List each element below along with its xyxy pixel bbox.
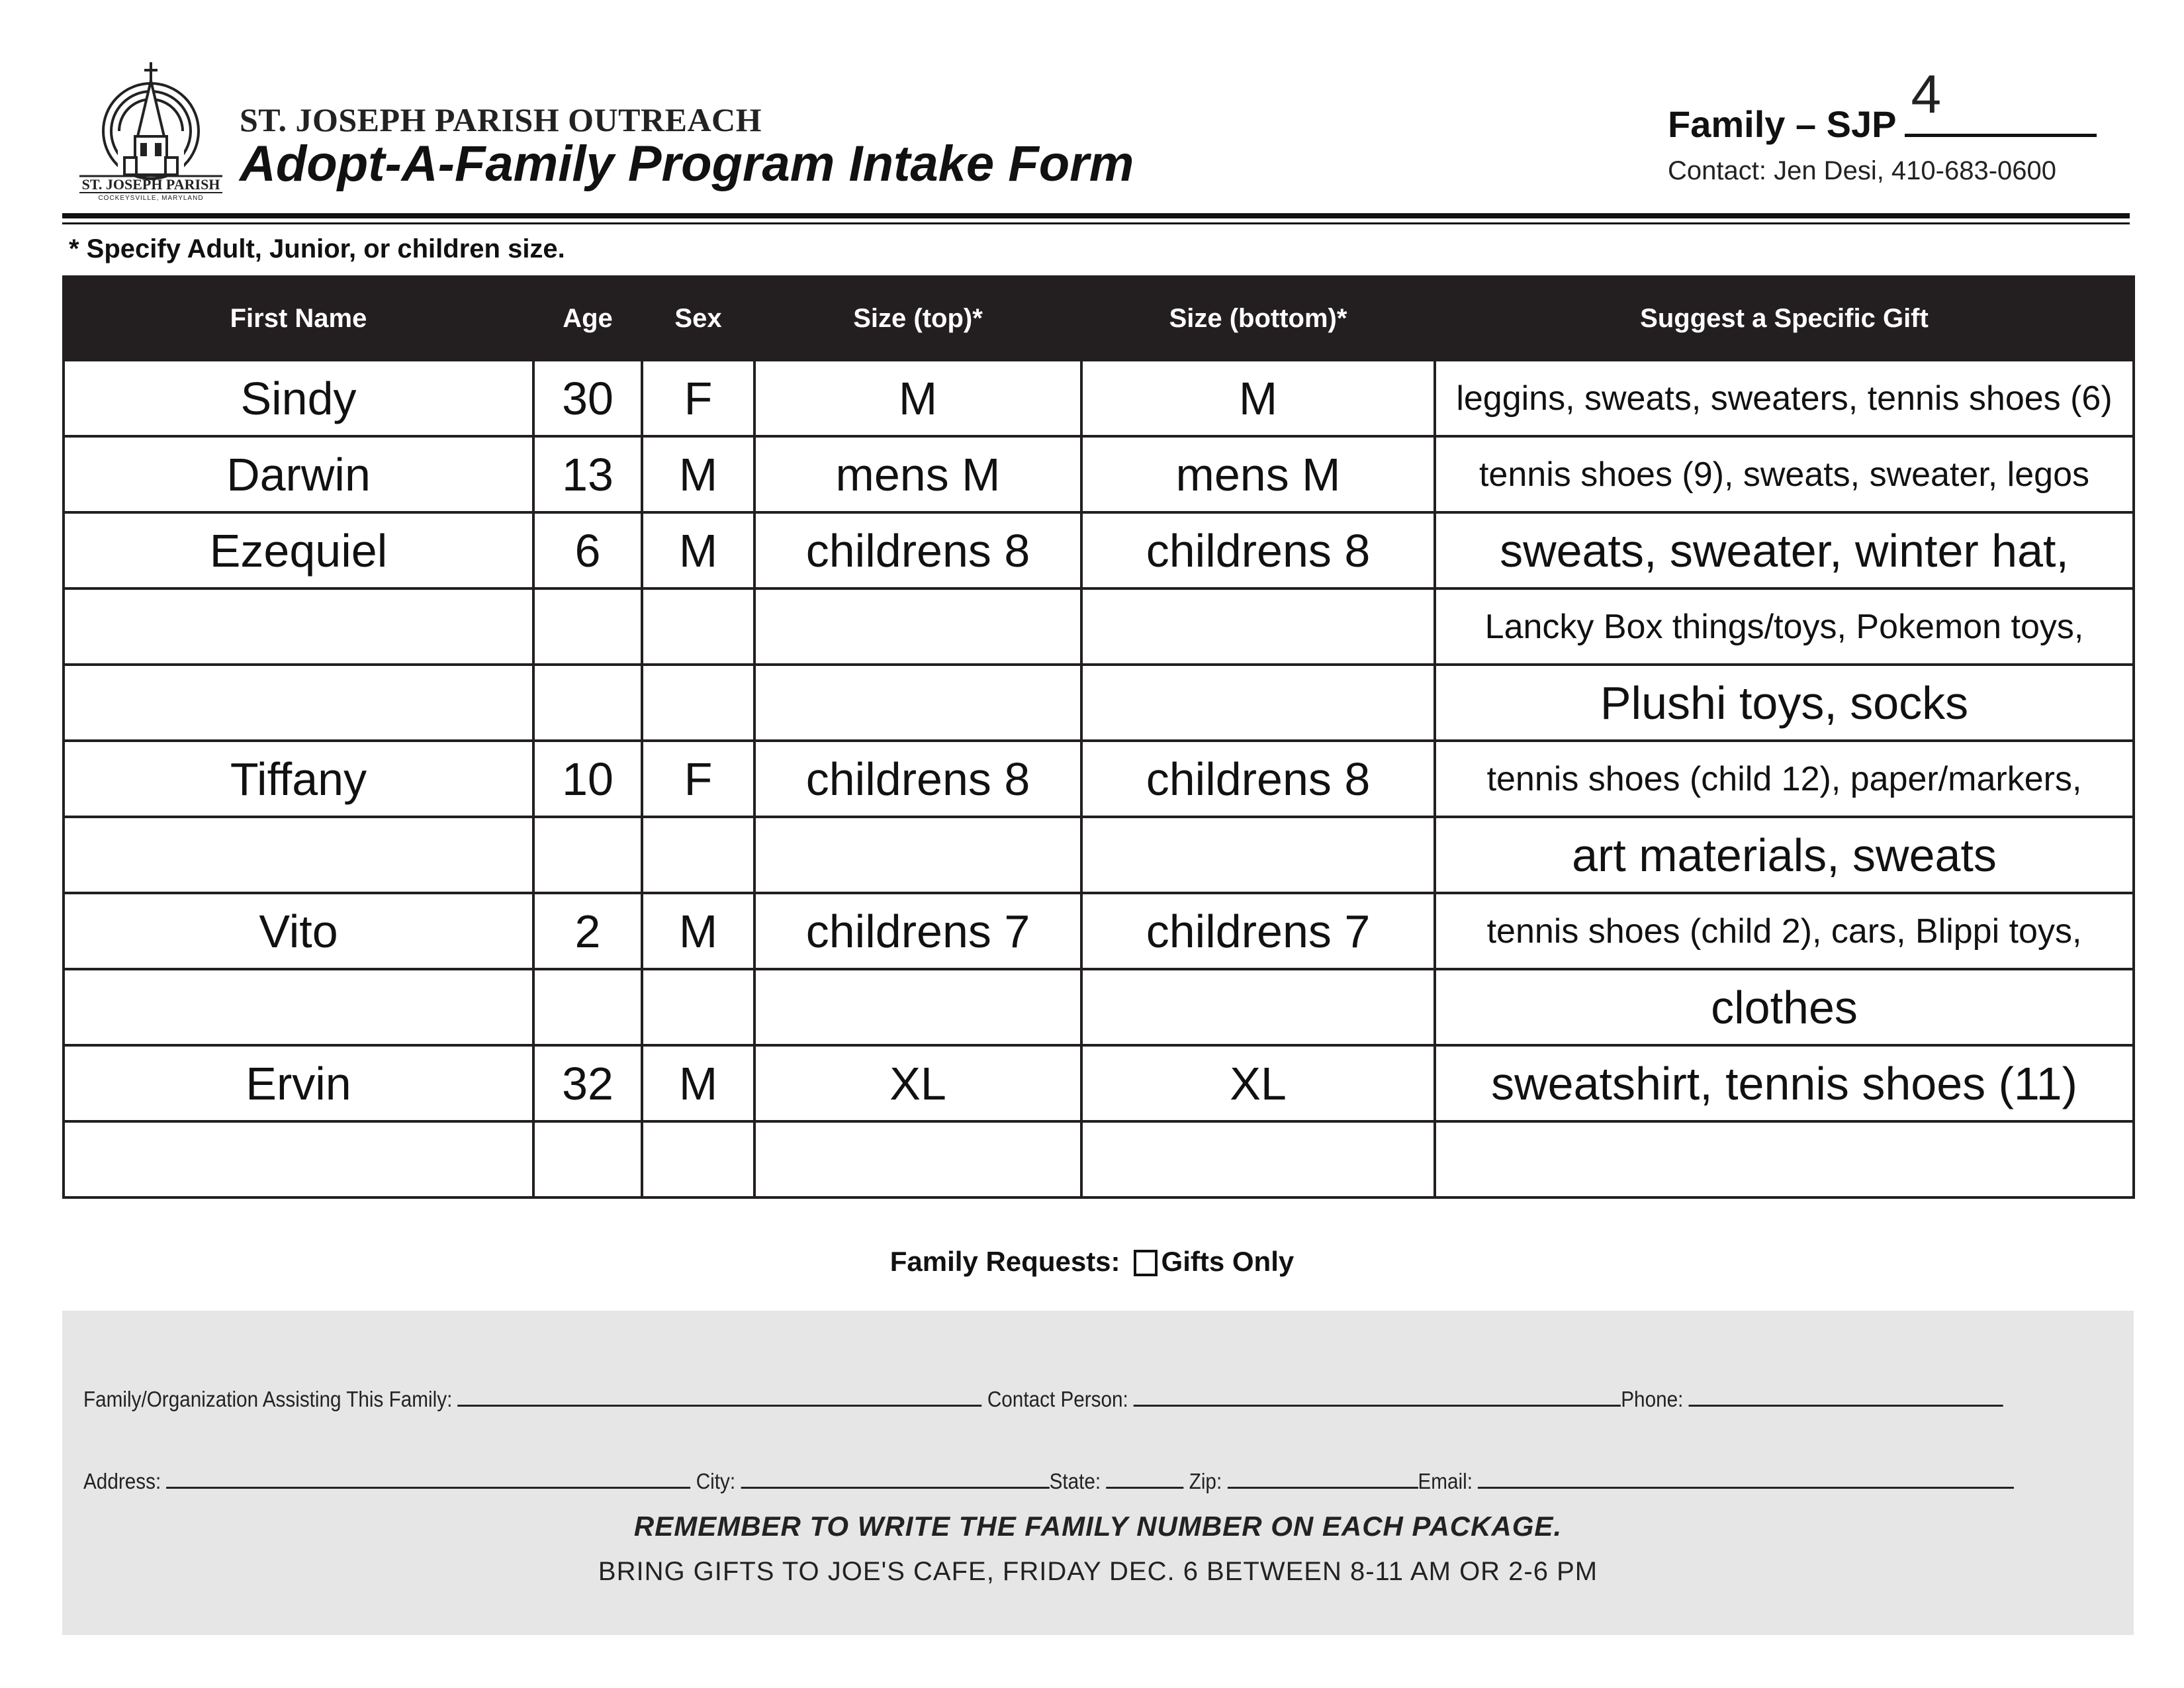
sex-cell[interactable]: M <box>642 512 754 588</box>
phone-label: Phone: <box>1621 1387 1684 1411</box>
age-cell[interactable]: 2 <box>533 893 642 969</box>
age-cell[interactable] <box>533 817 642 893</box>
column-header-size-top: Size (top)* <box>754 277 1081 360</box>
size-top-cell[interactable] <box>754 588 1081 665</box>
age-cell[interactable]: 13 <box>533 436 642 512</box>
column-header-age: Age <box>533 277 642 360</box>
size-note: * Specify Adult, Junior, or children size. <box>69 234 565 263</box>
first-name-cell[interactable]: Ezequiel <box>64 512 533 588</box>
parish-logo <box>78 58 224 201</box>
table-row <box>64 360 2134 436</box>
sex-cell[interactable] <box>642 588 754 665</box>
sex-cell[interactable] <box>642 1121 754 1197</box>
gift-cell[interactable]: Lancky Box things/toys, Pokemon toys, <box>1435 588 2134 665</box>
first-name-cell[interactable] <box>64 969 533 1045</box>
church-steeple-icon <box>78 58 224 201</box>
column-header-sex: Sex <box>642 277 754 360</box>
sex-cell[interactable]: M <box>642 436 754 512</box>
table-row <box>64 665 2134 741</box>
size-bottom-cell[interactable]: mens M <box>1081 436 1435 512</box>
size-top-cell[interactable]: mens M <box>754 436 1081 512</box>
size-bottom-cell[interactable]: childrens 7 <box>1081 893 1435 969</box>
size-top-cell[interactable]: XL <box>754 1045 1081 1121</box>
family-number-blank[interactable] <box>1905 64 2097 137</box>
first-name-cell[interactable]: Ervin <box>64 1045 533 1121</box>
first-name-cell[interactable] <box>64 588 533 665</box>
gift-cell[interactable]: sweatshirt, tennis shoes (11) <box>1435 1045 2134 1121</box>
city-label: City: <box>696 1469 736 1493</box>
first-name-cell[interactable]: Darwin <box>64 436 533 512</box>
gift-cell[interactable]: tennis shoes (child 2), cars, Blippi toys, <box>1435 893 2134 969</box>
family-number-reminder: REMEMBER TO WRITE THE FAMILY NUMBER ON EACH PACKAGE. <box>633 1511 1563 1542</box>
age-cell[interactable] <box>533 1121 642 1197</box>
age-cell[interactable] <box>533 969 642 1045</box>
gift-dropoff-info: BRING GIFTS TO JOE'S CAFE, FRIDAY DEC. 6 BETWEEN 8-11 AM OR 2-6 PM <box>598 1557 1598 1586</box>
table-row <box>64 741 2134 817</box>
header-divider-thin <box>62 222 2130 224</box>
size-top-cell[interactable] <box>754 665 1081 741</box>
logo-subtext: COCKEYSVILLE, MARYLAND <box>98 195 204 201</box>
table-header-row <box>64 277 2134 360</box>
address-field[interactable] <box>166 1467 690 1489</box>
column-header-gift: Suggest a Specific Gift <box>1435 277 2134 360</box>
table-row <box>64 436 2134 512</box>
state-label: State: <box>1049 1469 1101 1493</box>
table-row <box>64 512 2134 588</box>
size-top-cell[interactable] <box>754 817 1081 893</box>
form-title: Adopt-A-Family Program Intake Form <box>240 136 1134 192</box>
size-top-cell[interactable] <box>754 969 1081 1045</box>
age-cell[interactable]: 32 <box>533 1045 642 1121</box>
first-name-cell[interactable] <box>64 1121 533 1197</box>
assisting-row-2 <box>83 1467 2014 1494</box>
age-cell[interactable]: 30 <box>533 360 642 436</box>
age-cell[interactable]: 10 <box>533 741 642 817</box>
size-bottom-cell[interactable]: childrens 8 <box>1081 741 1435 817</box>
size-top-cell[interactable]: childrens 8 <box>754 512 1081 588</box>
size-bottom-cell[interactable]: childrens 8 <box>1081 512 1435 588</box>
size-bottom-cell[interactable] <box>1081 588 1435 665</box>
first-name-cell[interactable]: Sindy <box>64 360 533 436</box>
family-number-field[interactable] <box>1668 64 2097 146</box>
size-top-cell[interactable]: childrens 8 <box>754 741 1081 817</box>
gift-cell[interactable]: clothes <box>1435 969 2134 1045</box>
family-label: Family – SJP <box>1668 103 1897 145</box>
age-cell[interactable] <box>533 588 642 665</box>
size-bottom-cell[interactable] <box>1081 817 1435 893</box>
table-row <box>64 1121 2134 1197</box>
table-row <box>64 1045 2134 1121</box>
city-field[interactable] <box>741 1467 1049 1489</box>
logo-text: ST. JOSEPH PARISH <box>81 176 220 193</box>
sex-cell[interactable]: M <box>642 893 754 969</box>
gift-cell[interactable] <box>1435 1121 2134 1197</box>
zip-field[interactable] <box>1227 1467 1418 1489</box>
sex-cell[interactable]: F <box>642 360 754 436</box>
size-bottom-cell[interactable] <box>1081 969 1435 1045</box>
organization-name: ST. JOSEPH PARISH OUTREACH <box>240 101 762 138</box>
table-row <box>64 588 2134 665</box>
age-cell[interactable]: 6 <box>533 512 642 588</box>
size-bottom-cell[interactable] <box>1081 665 1435 741</box>
gift-cell[interactable]: Plushi toys, socks <box>1435 665 2134 741</box>
gift-cell[interactable]: tennis shoes (9), sweats, sweater, legos <box>1435 436 2134 512</box>
assisting-row-1 <box>83 1385 2003 1412</box>
zip-label: Zip: <box>1189 1469 1222 1493</box>
gift-cell[interactable]: tennis shoes (child 12), paper/markers, <box>1435 741 2134 817</box>
gifts-only-checkbox[interactable] <box>1134 1250 1158 1276</box>
table-body <box>64 360 2134 1197</box>
first-name-cell[interactable] <box>64 817 533 893</box>
column-header-size-bottom: Size (bottom)* <box>1081 277 1435 360</box>
header-divider <box>62 213 2130 218</box>
first-name-cell[interactable]: Vito <box>64 893 533 969</box>
first-name-cell[interactable]: Tiffany <box>64 741 533 817</box>
sex-cell[interactable]: M <box>642 1045 754 1121</box>
family-requests <box>0 1246 2184 1278</box>
intake-table <box>62 275 2135 1199</box>
email-label: Email: <box>1418 1469 1473 1493</box>
family-requests-label: Family Requests: <box>889 1246 1120 1277</box>
size-bottom-cell[interactable]: M <box>1081 360 1435 436</box>
size-top-cell[interactable]: childrens 7 <box>754 893 1081 969</box>
size-bottom-cell[interactable]: XL <box>1081 1045 1435 1121</box>
state-field[interactable] <box>1106 1467 1183 1489</box>
sex-cell[interactable] <box>642 969 754 1045</box>
contact-person-field[interactable] <box>1134 1385 1621 1407</box>
table-row <box>64 893 2134 969</box>
email-field[interactable] <box>1478 1467 2014 1489</box>
age-cell[interactable] <box>533 665 642 741</box>
column-header-first-name: First Name <box>64 277 533 360</box>
gift-cell[interactable]: art materials, sweats <box>1435 817 2134 893</box>
family-number-value: 4 <box>1911 64 1942 124</box>
assisting-family-panel <box>62 1311 2134 1635</box>
first-name-cell[interactable] <box>64 665 533 741</box>
size-bottom-cell[interactable] <box>1081 1121 1435 1197</box>
phone-field[interactable] <box>1689 1385 2003 1407</box>
table-row <box>64 969 2134 1045</box>
family-org-field[interactable] <box>458 1385 982 1407</box>
sex-cell[interactable] <box>642 817 754 893</box>
contact-person-label: Contact Person: <box>987 1387 1128 1411</box>
contact-info: Contact: Jen Desi, 410-683-0600 <box>1668 156 2057 185</box>
sex-cell[interactable] <box>642 665 754 741</box>
gift-cell[interactable]: leggins, sweats, sweaters, tennis shoes (6) <box>1435 360 2134 436</box>
family-org-label: Family/Organization Assisting This Family: <box>83 1387 453 1411</box>
gift-cell[interactable]: sweats, sweater, winter hat, <box>1435 512 2134 588</box>
gifts-only-label: Gifts Only <box>1161 1246 1295 1277</box>
size-top-cell[interactable]: M <box>754 360 1081 436</box>
size-top-cell[interactable] <box>754 1121 1081 1197</box>
table-row <box>64 817 2134 893</box>
address-label: Address: <box>83 1469 161 1493</box>
sex-cell[interactable]: F <box>642 741 754 817</box>
